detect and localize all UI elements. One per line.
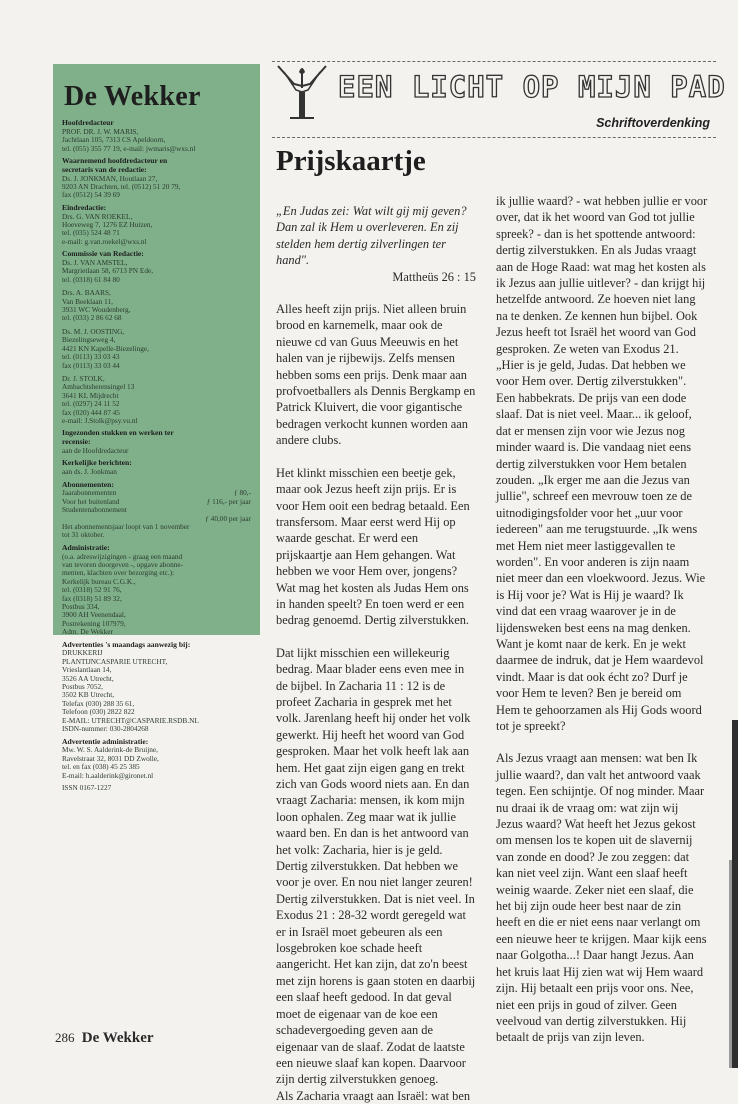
price-value: ƒ 80,- <box>233 488 251 498</box>
colophon-line: Margrietlaan 58, 6713 PN Ede, <box>62 266 154 276</box>
colophon-line: 3900 AH Veenendaal, <box>62 610 126 620</box>
page-number: 286 <box>55 1030 75 1045</box>
colophon-line: tel. (055) 355 77 19, e-mail: jwmaris@wxs.nl <box>62 143 196 153</box>
colophon-heading: Eindredactie: <box>62 202 107 212</box>
colophon-line: tel. (033) 2 86 62 68 <box>62 313 122 323</box>
colophon-line: menten, klachten over bezorging etc.): <box>62 568 175 578</box>
colophon-section <box>62 481 251 540</box>
colophon-line: Adm. De Wekker <box>62 627 113 637</box>
section-header <box>272 60 726 156</box>
price-label: Voor het buitenland <box>62 496 120 506</box>
colophon-heading: Ingezonden stukken en werken ter <box>62 428 174 438</box>
colophon-heading: Commissie van Redactie: <box>62 249 144 259</box>
colophon-line: Het abonnementsjaar loopt van 1 november <box>62 521 190 531</box>
paragraph: Alles heeft zijn prijs. Niet alleen bruin brood en karnemelk, maar ook de nieuwe cd van Guus Meeuwis en het halen van je rijbewijs. Zelfs mensen hebben soms een prijs. Denk maar aan profvoetballers als Dennis Bergkamp en Patrick Kluivert, die voor gigantische bedragen verkocht kunnen worden aan andere clubs. <box>276 302 476 448</box>
colophon-section <box>62 544 251 637</box>
colophon-line: Jachtlaan 105, 7313 CS Apeldoorn, <box>62 135 166 145</box>
colophon-line: 9203 AN Drachten, tel. (0512) 51 20 79, <box>62 182 181 192</box>
page-footer <box>55 1030 154 1047</box>
colophon-sections <box>62 119 251 792</box>
colophon-section <box>62 738 251 780</box>
colophon-line: tel. (0318) 61 84 80 <box>62 274 120 284</box>
section-subtitle: Schriftoverdenking <box>596 116 710 130</box>
colophon-heading: Abonnementen: <box>62 479 114 489</box>
article-title: Prijskaartje <box>276 145 426 177</box>
colophon-line: E-MAIL: UTRECHT@CASPARIE.RSDB.NL <box>62 715 199 725</box>
colophon-line: Drs. G. VAN ROEKEL, <box>62 211 133 221</box>
paragraph: Als Jezus vraagt aan mensen: wat ben Ik jullie waard?, dan valt het antwoord vaak tegen. Een schijntje. Of nog minder. Maar nu draai ik de vraag om: wat zijn wij Jezus waard? Wat heeft het Jezus gekost om mensen los te kopen uit de slavernij van zonde en dood? Je zou zeggen: dat kan niet veel zijn. Want een slaaf heeft weinig waarde. Zeker niet een slaaf, die het bij zijn oude heer best naar de zin heeft en die er niet eens naar verlangt om een nieuwe heer te krijgen. Maar kijk eens naar Golgotha...! Daar hangt Jezus. Aan het kruis laat Hij zien wat wij Hem waard zijn. Hij betaalt een prijs voor ons. Nee, niet een prijs in goud of zilver. Geen veelvoud van dertig zilverstukken. Hij betaalt de prijs van zijn leven. <box>496 751 707 1045</box>
header-bottom-rule <box>272 137 716 138</box>
colophon-line: Ambachtsherensingel 13 <box>62 382 135 392</box>
colophon-line: Postbus 334, <box>62 602 100 612</box>
price-value: ƒ 40,00 per jaar <box>205 513 251 523</box>
paragraph: Als Zacharia vraagt aan Israël: wat ben <box>276 1088 471 1103</box>
colophon-line: Ds. M. J. OOSTING, <box>62 326 125 336</box>
page-edge-shadow <box>729 860 732 1068</box>
colophon-line: tel. (0318) 52 91 76, <box>62 585 122 595</box>
paragraph: Dat lijkt misschien een willekeurig bedrag. Maar blader eens even mee in de bijbel. In Zacharia 11 : 12 is de profeet Zacharia in gesprek met het volk. Jarenlang heeft hij onder het volk gewerkt. Hij heeft het woord van God gesproken. Maar het volk heeft lak aan hem. Het gaat zijn eigen gang en trekt zich van Gods woord niets aan. En dan vraagt Zacharia: mensen, ik kom mijn loon ophalen. Zeg maar wat ik jullie waard ben. En dan is het antwoord van het volk: Zacharia, hier is je geld. Dertig zilverstukken. Dat hebben we voor je over. En nou niet langer zeuren! Dertig zilverstukken. Dat is niet veel. In Exodus 21 : 28-32 wordt geregeld wat er in Israël moet gebeuren als een losgebroken koe schade heeft aangericht. Het kan zijn, dat zo'n beest met zijn horens is gaan stoten en daarbij een slaaf heeft gedood. In dat geval moet de eigenaar van de koe een schadevergoeding geven aan de eigenaar van de slaaf. Zodat de laatste een nieuwe slaaf kan kopen. Daarvoor zijn dertig zilverstukken genoeg. <box>276 645 476 1087</box>
colophon-line: fax (0318) 51 89 32, <box>62 593 122 603</box>
colophon-line: Hoeveweg 7, 1276 EZ Huizen, <box>62 220 153 230</box>
page-edge-shadow <box>732 720 738 1068</box>
colophon-line: aan ds. J. Jonkman <box>62 467 117 477</box>
colophon-line: tel. (0113) 33 03 43 <box>62 352 120 362</box>
colophon-heading: Advertentie administratie: <box>62 736 149 746</box>
paragraph: ik jullie waard? - wat hebben jullie er voor over, dat ik het woord van God tot jullie spreek? - dan is het spottende antwoord: dertig zilverstukken. En als Judas vraagt aan de Hoge Raad: wat mag het kosten als ik Jezus aan jullie uitlever? - dan krijgt hij hetzelfde antwoord. Ze hoeven niet lang na te denken. Ze kennen hun bijbel. Ook Jezus heeft tot Israël het woord van God gesproken. Ze weten van Exodus 21. „Hier is je geld, Judas. Dat hebben we voor Hem over. Dertig zilverstukken". Een habbekrats. De prijs van een dode slaaf. Dat is niet veel. Maar... ik geloof, dat er mensen zijn voor wie Jezus nog minder waard is. Die vandaag niet eens dertig zilverstukken voor Hem betalen zouden. „Ik erger me aan die Jezus van jullie", schreef een mevrouw toen ze de uitnodigingsfolder voor het „uur voor iedereen" aan me terugstuurde. „Ik wens met Hem niet meer lastiggevallen te worden". En voor anderen is zijn naam niet meer dan een vloekwoord. Jezus. Wie is Hij voor je? Wat is Hij je waard? Ik vind dat een vraag waarover je in de lijdensweken best eens na mag denken. Want je komt naar de kerk. En je wekt daarmee de indruk, dat je Hem waardevol vindt. Maar is dat ook écht zo? Durf je voor Hem te leven? Ben je bereid om Hem te gehoorzamen als Hij Gods woord tot je spreekt? <box>496 194 708 733</box>
colophon-line: 3502 KB Utrecht, <box>62 690 115 700</box>
colophon-section <box>62 459 251 476</box>
bible-reference: Mattheüs 26 : 15 <box>392 269 476 284</box>
colophon-heading: Waarnemend hoofdredacteur en <box>62 156 168 166</box>
colophon-line: 4421 KN Kapelle-Biezelinge, <box>62 343 149 353</box>
colophon-line: Telefax (030) 288 35 61, <box>62 698 135 708</box>
colophon-heading: Hoofdredacteur <box>62 118 114 127</box>
colophon-line: ISDN-nummer: 030-2804268 <box>62 724 149 734</box>
colophon-line: aan de Hoofdredacteur <box>62 445 129 455</box>
colophon-line: 3526 AA Utrecht, <box>62 673 114 683</box>
colophon-heading: Kerkelijke berichten: <box>62 458 132 468</box>
colophon-line: Kerkelijk bureau C.G.K., <box>62 576 136 586</box>
colophon-line: tel. en fax (038) 45 25 385 <box>62 762 140 772</box>
colophon-line: tot 31 oktober. <box>62 530 105 540</box>
colophon-line: Ds. J. VAN AMSTEL, <box>62 258 128 268</box>
colophon-line: (o.a. adreswijzigingen - graag een maand <box>62 551 183 561</box>
article-column-2 <box>496 193 708 1046</box>
colophon-heading: Advertenties 's maandags aanwezig bij: <box>62 639 191 649</box>
colophon-section <box>62 429 251 455</box>
colophon-line: PLANTIJNCASPARIE UTRECHT, <box>62 656 168 666</box>
colophon-line: Dr. J. STOLK, <box>62 373 105 383</box>
colophon-line: PROF. DR. J. W. MARIS, <box>62 126 139 136</box>
colophon-line: DRUKKERIJ <box>62 648 103 658</box>
colophon-line: Postrekening 107979, <box>62 618 126 628</box>
series-title: EEN LICHT OP MIJN PAD <box>338 70 726 104</box>
header-top-rule <box>272 61 716 62</box>
article-column-1 <box>276 203 476 1104</box>
colophon-heading: recensie: <box>62 437 91 447</box>
colophon-line: E-mail: h.aalderink@gironet.nl <box>62 770 154 780</box>
colophon-line: ISSN 0167-1227 <box>62 782 112 792</box>
colophon-line: Postbus 7052, <box>62 682 103 692</box>
colophon-line: van tevoren doorgeven -, opgave abonne- <box>62 560 184 569</box>
colophon-line: 3931 WC Woudenberg, <box>62 305 131 315</box>
colophon-line: Ravelstraat 32, 8031 DD Zwolle, <box>62 753 159 763</box>
colophon-line: e-mail: g.van.roekel@wxs.nl <box>62 236 147 246</box>
colophon-section <box>62 641 251 734</box>
colophon-heading: Administratie: <box>62 542 110 552</box>
colophon-line: Ds. J. JONKMAN, Houtlaan 27, <box>62 173 158 183</box>
colophon-box <box>53 64 260 792</box>
colophon-section <box>62 204 251 246</box>
bible-quote: „En Judas zei: Wat wilt gij mij geven? Dan zal ik Hem u overleveren. En zij stelden hem dertig zilverlingen ter hand". <box>276 204 467 268</box>
colophon-line: Biezelingseweg 4, <box>62 335 116 345</box>
colophon-line: e-mail: J.Stolk@psy.vu.nl <box>62 415 138 425</box>
colophon-section <box>62 784 251 792</box>
colophon-line: Vrieslantlaan 14, <box>62 665 112 675</box>
magazine-title: De Wekker <box>64 81 201 112</box>
price-value: ƒ 116,- per jaar <box>206 496 251 506</box>
price-label: Studentenabonnement <box>62 505 127 515</box>
colophon-line: tel. (035) 524 48 71 <box>62 228 120 238</box>
colophon-line: fax (0512) 54 39 69 <box>62 190 120 200</box>
colophon-line: Van Beeklaan 11, <box>62 296 113 306</box>
colophon-line: fax (0113) 33 03 44 <box>62 360 120 370</box>
colophon-section <box>62 157 251 200</box>
colophon-line: 3641 KL Mijdrecht <box>62 390 119 400</box>
colophon-line: tel. (0297) 24 11 52 <box>62 399 120 409</box>
colophon-line: Telefoon (030) 2822 822 <box>62 707 135 717</box>
footer-magazine-name: De Wekker <box>81 1030 154 1046</box>
colophon-heading: secretaris van de redactie: <box>62 164 147 174</box>
colophon-section <box>62 250 251 425</box>
paragraph: Het klinkt misschien een beetje gek, maar ook Jezus heeft zijn prijs. Er is voor Hem ooit een bedrag betaald. Een transfersom. Maar eerst werd Hij op waarde geschat. Er werd een prijskaartje aan Hem gehangen. Wat hebben we voor Hem over, jongens? Wat mag het kosten als Judas Hem ons in handen speelt? En toen werd er een bedrag genoemd. Dertig zilverstukken. <box>276 465 470 628</box>
colophon-line: Mw. W. S. Aalderink-de Bruijne, <box>62 745 158 755</box>
colophon-line: fax (020) 444 87 45 <box>62 407 120 417</box>
colophon-section <box>62 119 251 153</box>
price-label: Jaarabonnementen <box>62 488 117 498</box>
colophon-line: Drs. A. BAARS, <box>62 288 111 298</box>
candle-lamp-icon <box>272 62 334 120</box>
